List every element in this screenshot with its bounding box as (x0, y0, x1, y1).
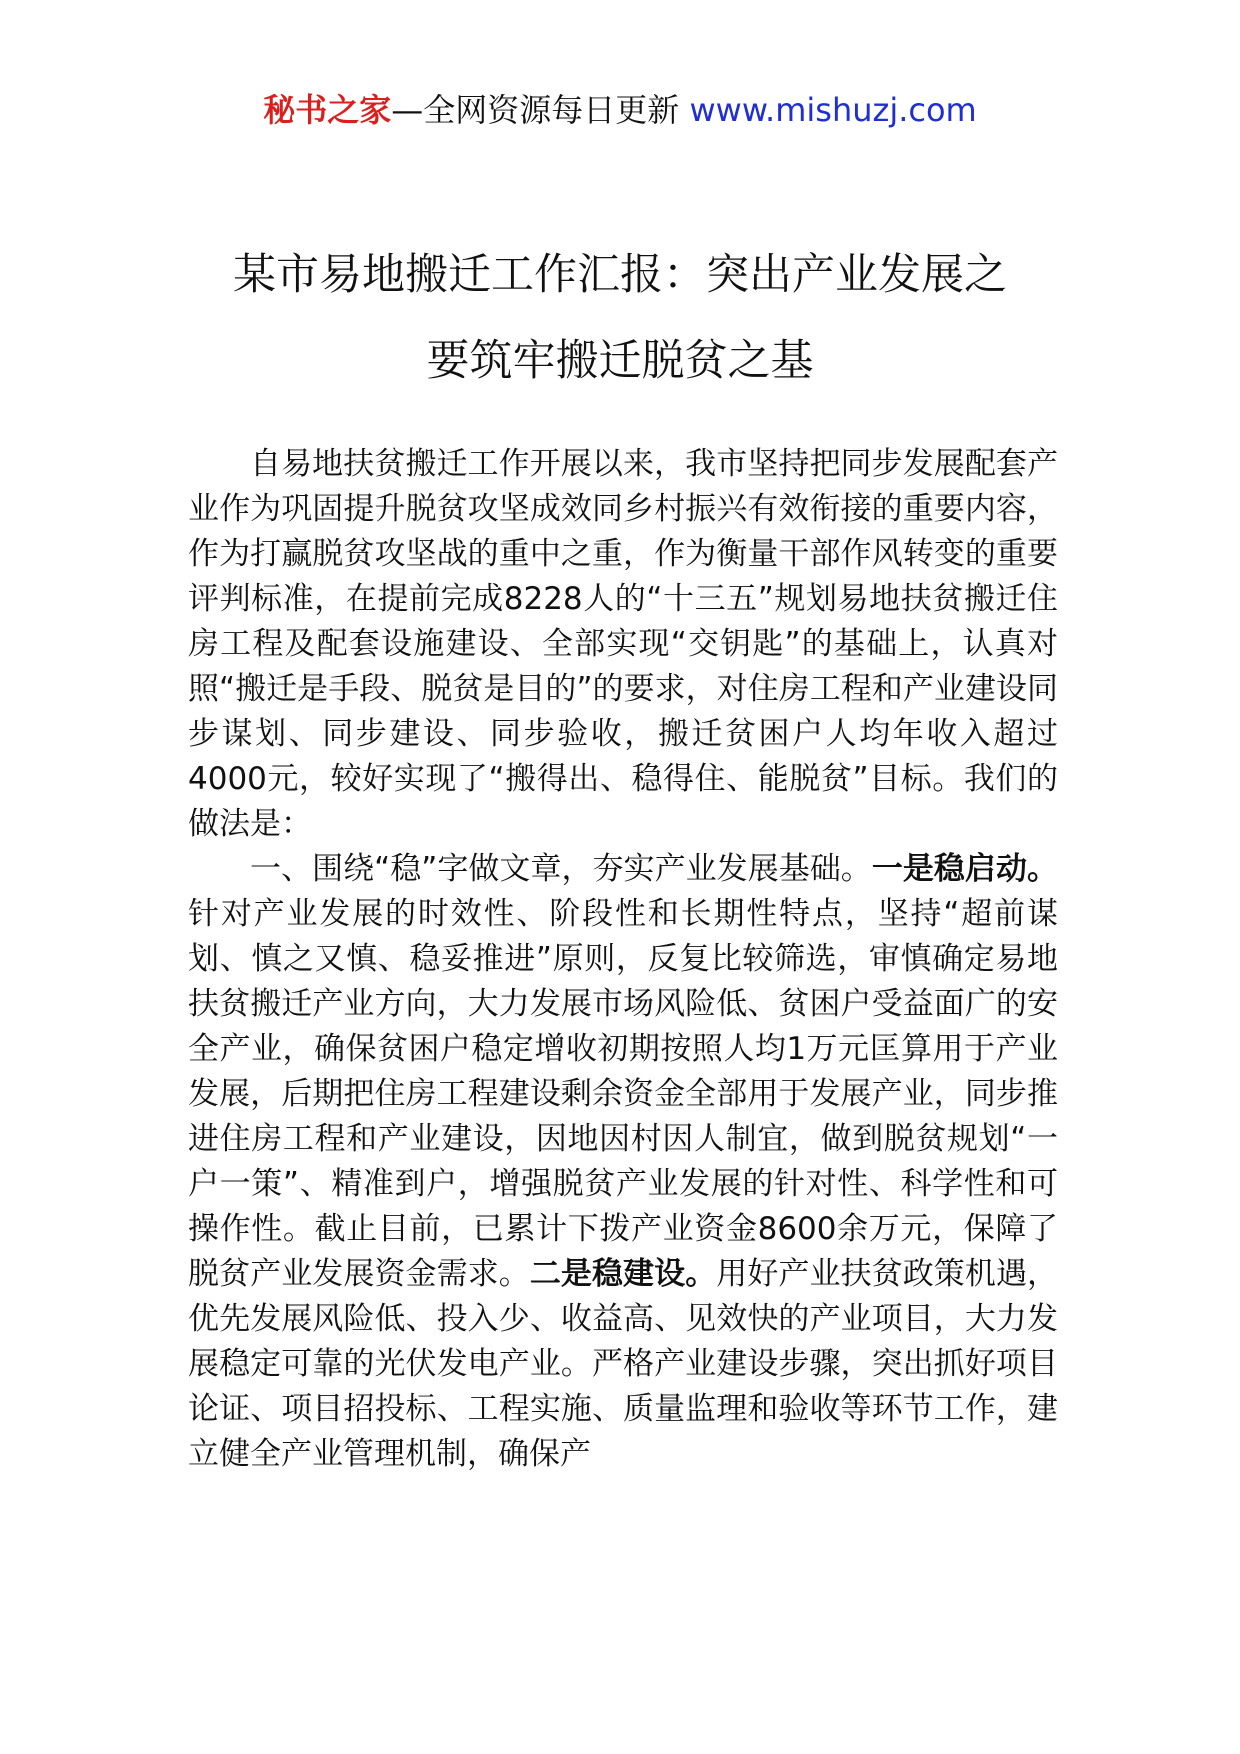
document-body (188, 442, 1058, 1477)
document-title-line-1: 某市易地搬迁工作汇报：突出产业发展之 (233, 250, 1007, 300)
intro-paragraph: 自易地扶贫搬迁工作开展以来，我市坚持把同步发展配套产业作为巩固提升脱贫攻坚成效同乡村振兴有效衔接的重要内容，作为打赢脱贫攻坚战的重中之重，作为衡量干部作风转变的重要评判标准，在提前完成8228人的“十三五”规划易地扶贫搬迁住房工程及配套设施建设、全部实现“交钥匙”的基础上，认真对照“搬迁是手段、脱贫是目的”的要求，对住房工程和产业建设同步谋划、同步建设、同步验收，搬迁贫困户人均年收入超过4000元，较好实现了“搬得出、稳得住、能脱贫”目标。我们的做法是： (188, 446, 1058, 842)
site-brand: 秘书之家 (263, 91, 392, 129)
section-1-paragraph (188, 847, 1058, 1477)
point-1-label: 一是稳启动。 (871, 851, 1058, 887)
site-header (0, 88, 1240, 132)
document-title-line-2: 要筑牢搬迁脱贫之基 (426, 336, 814, 386)
point-2-text: 用好产业扶贫政策机遇，优先发展风险低、投入少、收益高、见效快的产业项目，大力发展稳定可靠的光伏发电产业。严格产业建设步骤，突出抓好项目论证、项目招投标、工程实施、质量监理和验收等环节工作，建立健全产业管理机制，确保产 (188, 1256, 1059, 1472)
point-1-text: 针对产业发展的时效性、阶段性和长期性特点，坚持“超前谋划、慎之又慎、稳妥推进”原则，反复比较筛选，审慎确定易地扶贫搬迁产业方向，大力发展市场风险低、贫困户受益面广的安全产业，确保贫困户稳定增收初期按照人均1万元匡算用于产业发展，后期把住房工程建设剩余资金全部用于发展产业，同步推进住房工程和产业建设，因地因村因人制宜，做到脱贫规划“一户一策”、精准到户，增强脱贫产业发展的针对性、科学性和可操作性。截止目前，已累计下拨产业资金8600余万元，保障了脱贫产业发展资金需求。 (188, 896, 1058, 1292)
site-url-link[interactable]: www.mishuzj.com (689, 91, 977, 129)
point-2-label: 二是稳建设。 (529, 1256, 717, 1292)
site-slogan: —全网资源每日更新 (391, 91, 680, 129)
document-title (120, 232, 1120, 404)
section-1-heading: 一、围绕“稳”字做文章，夯实产业发展基础。 (250, 851, 872, 887)
